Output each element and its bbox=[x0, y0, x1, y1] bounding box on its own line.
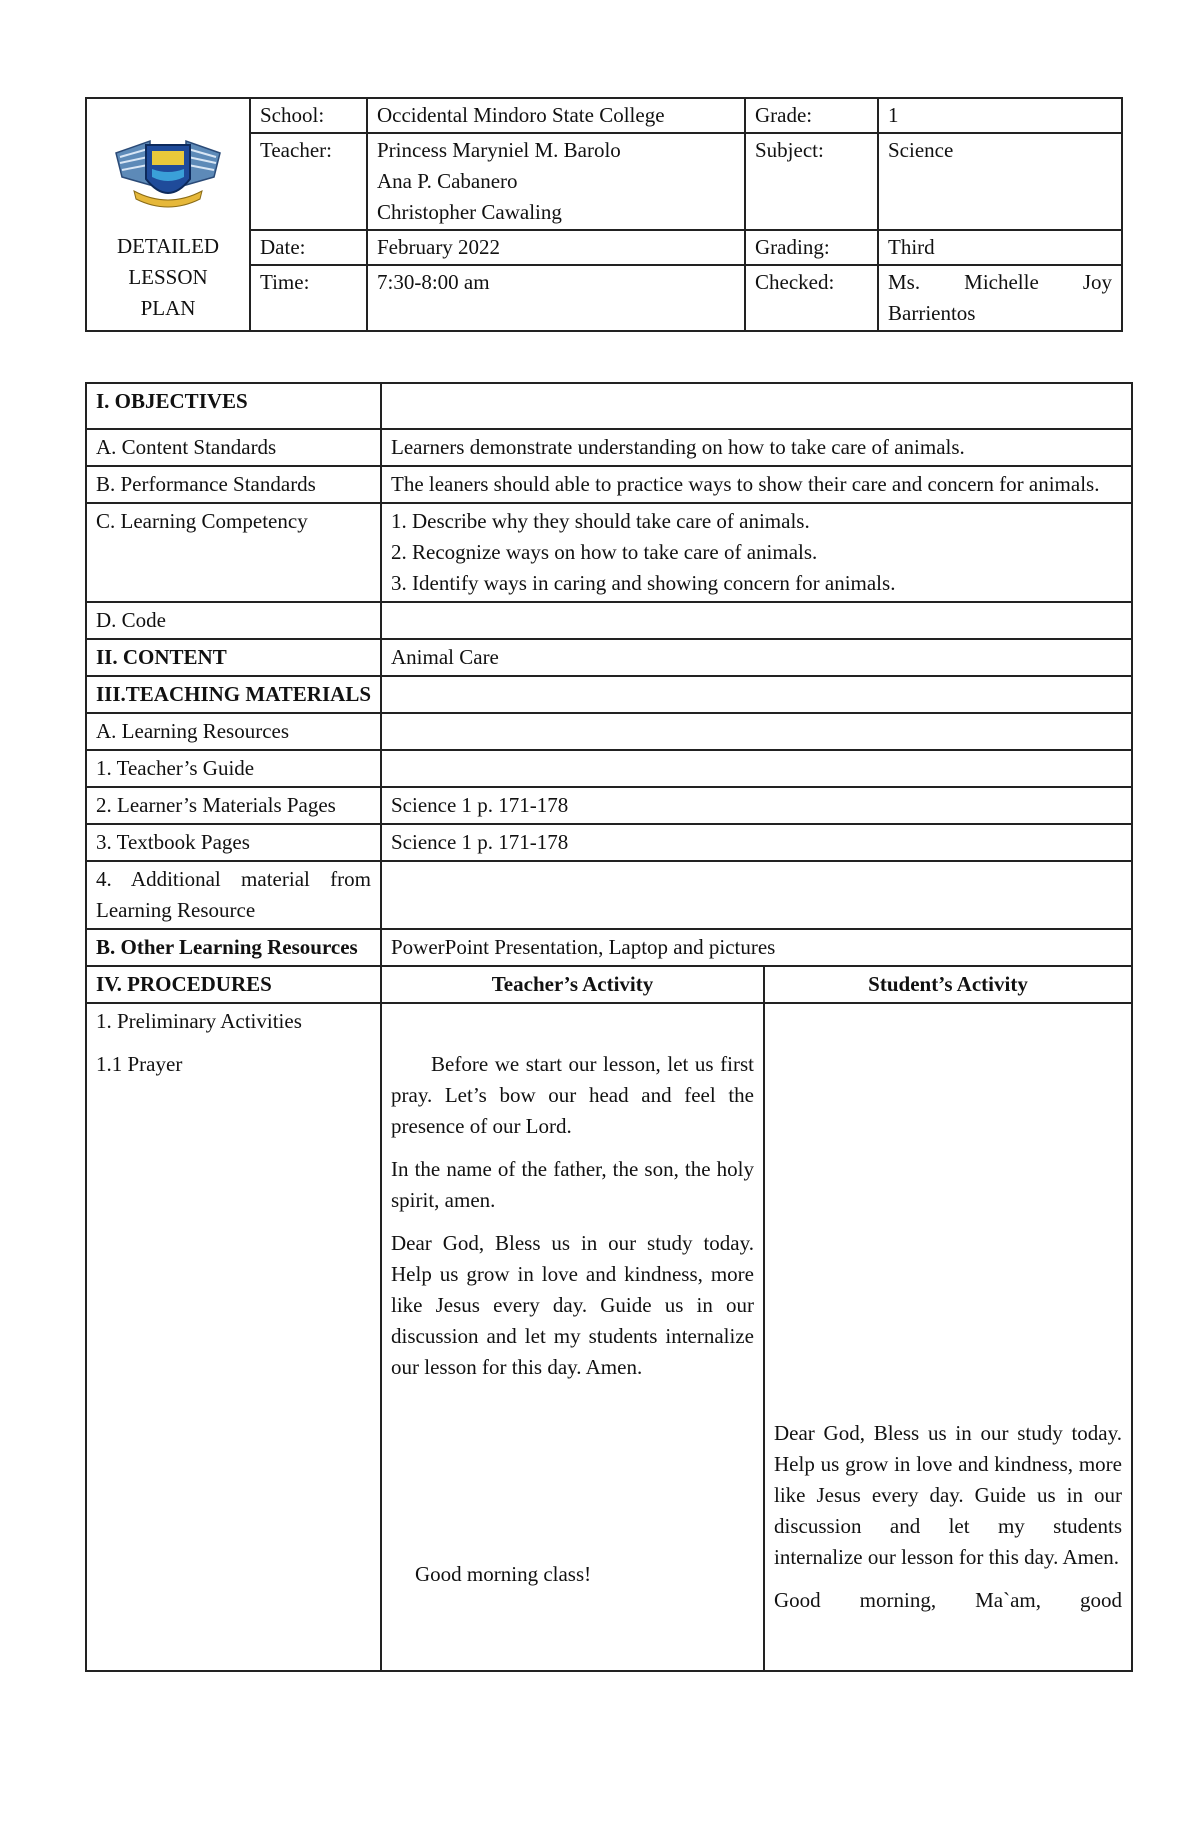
time-label: Time: bbox=[250, 265, 367, 331]
checked-value bbox=[878, 265, 1122, 331]
competency-item: 2. Recognize ways on how to take care of animals. bbox=[391, 540, 818, 564]
other-resources-value: PowerPoint Presentation, Laptop and pictures bbox=[381, 929, 1132, 966]
header-table bbox=[85, 97, 1123, 332]
teachers-guide-label: 1. Teacher’s Guide bbox=[86, 750, 381, 787]
logo-cell bbox=[86, 98, 250, 331]
content-heading: II. CONTENT bbox=[86, 639, 381, 676]
additional-material-value bbox=[381, 861, 1132, 929]
learning-competency-list bbox=[381, 503, 1132, 602]
plan-label-line3: PLAN bbox=[140, 296, 196, 320]
teacher-value bbox=[367, 133, 745, 230]
grade-value: 1 bbox=[878, 98, 1122, 133]
performance-standards-label: B. Performance Standards bbox=[86, 466, 381, 503]
student-activity-cell bbox=[764, 1003, 1132, 1671]
student-greeting: Good morning, Ma`am, good bbox=[774, 1588, 1122, 1612]
objectives-empty-cell bbox=[381, 383, 1132, 429]
objectives-heading: I. OBJECTIVES bbox=[86, 383, 381, 429]
learning-resources-label: A. Learning Resources bbox=[86, 713, 381, 750]
textbook-pages-label: 3. Textbook Pages bbox=[86, 824, 381, 861]
teachers-guide-value bbox=[381, 750, 1132, 787]
teacher-sign-of-cross: In the name of the father, the son, the holy spirit, amen. bbox=[391, 1157, 754, 1212]
teacher-prayer-text: Dear God, Bless us in our study today. Help us grow in love and kindness, more like Jesus every day. Guide us in our discussion and let my students internalize our lesson for this day. Amen. bbox=[391, 1231, 754, 1379]
grading-value: Third bbox=[878, 230, 1122, 265]
time-value: 7:30-8:00 am bbox=[367, 265, 745, 331]
plan-label-line2: LESSON bbox=[128, 265, 208, 289]
date-value: February 2022 bbox=[367, 230, 745, 265]
checked-name-line2: Barrientos bbox=[888, 301, 976, 325]
prayer-label: 1.1 Prayer bbox=[96, 1052, 183, 1076]
teacher-name: Ana P. Cabanero bbox=[377, 169, 518, 193]
other-resources-label: B. Other Learning Resources bbox=[86, 929, 381, 966]
code-label: D. Code bbox=[86, 602, 381, 639]
teacher-prayer-intro: Before we start our lesson, let us first pray. Let’s bow our head and feel the presence of our Lord. bbox=[391, 1052, 754, 1138]
grading-label: Grading: bbox=[745, 230, 878, 265]
date-label: Date: bbox=[250, 230, 367, 265]
teaching-materials-empty bbox=[381, 676, 1132, 713]
content-value: Animal Care bbox=[381, 639, 1132, 676]
content-standards-label: A. Content Standards bbox=[86, 429, 381, 466]
performance-standards-value: The leaners should able to practice ways to show their care and concern for animals. bbox=[381, 466, 1132, 503]
competency-item: 1. Describe why they should take care of animals. bbox=[391, 509, 810, 533]
grade-label: Grade: bbox=[745, 98, 878, 133]
checked-name-line1: Ms. Michelle Joy bbox=[888, 270, 1112, 294]
preliminary-activities-label: 1. Preliminary Activities bbox=[96, 1009, 302, 1033]
learning-resources-value bbox=[381, 713, 1132, 750]
student-prayer-text: Dear God, Bless us in our study today. Help us grow in love and kindness, more like Jesus every day. Guide us in our discussion and let my students internalize our lesson for this day. Amen. bbox=[774, 1421, 1122, 1569]
procedures-heading: IV. PROCEDURES bbox=[86, 966, 381, 1003]
college-seal-logo bbox=[108, 133, 228, 213]
procedures-step-cell bbox=[86, 1003, 381, 1671]
teacher-activity-cell bbox=[381, 1003, 764, 1671]
additional-material-label: 4. Additional material from Learning Resource bbox=[86, 861, 381, 929]
teacher-name: Princess Maryniel M. Barolo bbox=[377, 138, 621, 162]
teacher-label: Teacher: bbox=[250, 133, 367, 230]
teacher-greeting: Good morning class! bbox=[415, 1562, 592, 1586]
learners-pages-label: 2. Learner’s Materials Pages bbox=[86, 787, 381, 824]
lesson-table bbox=[85, 382, 1133, 1672]
subject-label: Subject: bbox=[745, 133, 878, 230]
content-standards-value: Learners demonstrate understanding on how to take care of animals. bbox=[381, 429, 1132, 466]
school-label: School: bbox=[250, 98, 367, 133]
teacher-activity-header: Teacher’s Activity bbox=[381, 966, 764, 1003]
learners-pages-value: Science 1 p. 171-178 bbox=[381, 787, 1132, 824]
competency-item: 3. Identify ways in caring and showing concern for animals. bbox=[391, 571, 896, 595]
learning-competency-label: C. Learning Competency bbox=[86, 503, 381, 602]
code-value bbox=[381, 602, 1132, 639]
checked-label: Checked: bbox=[745, 265, 878, 331]
plan-label-line1: DETAILED bbox=[116, 234, 220, 258]
teacher-name: Christopher Cawaling bbox=[377, 200, 562, 224]
student-activity-header: Student’s Activity bbox=[764, 966, 1132, 1003]
subject-value: Science bbox=[878, 133, 1122, 230]
teaching-materials-heading: III.TEACHING MATERIALS bbox=[86, 676, 381, 713]
textbook-pages-value: Science 1 p. 171-178 bbox=[381, 824, 1132, 861]
school-value: Occidental Mindoro State College bbox=[367, 98, 745, 133]
